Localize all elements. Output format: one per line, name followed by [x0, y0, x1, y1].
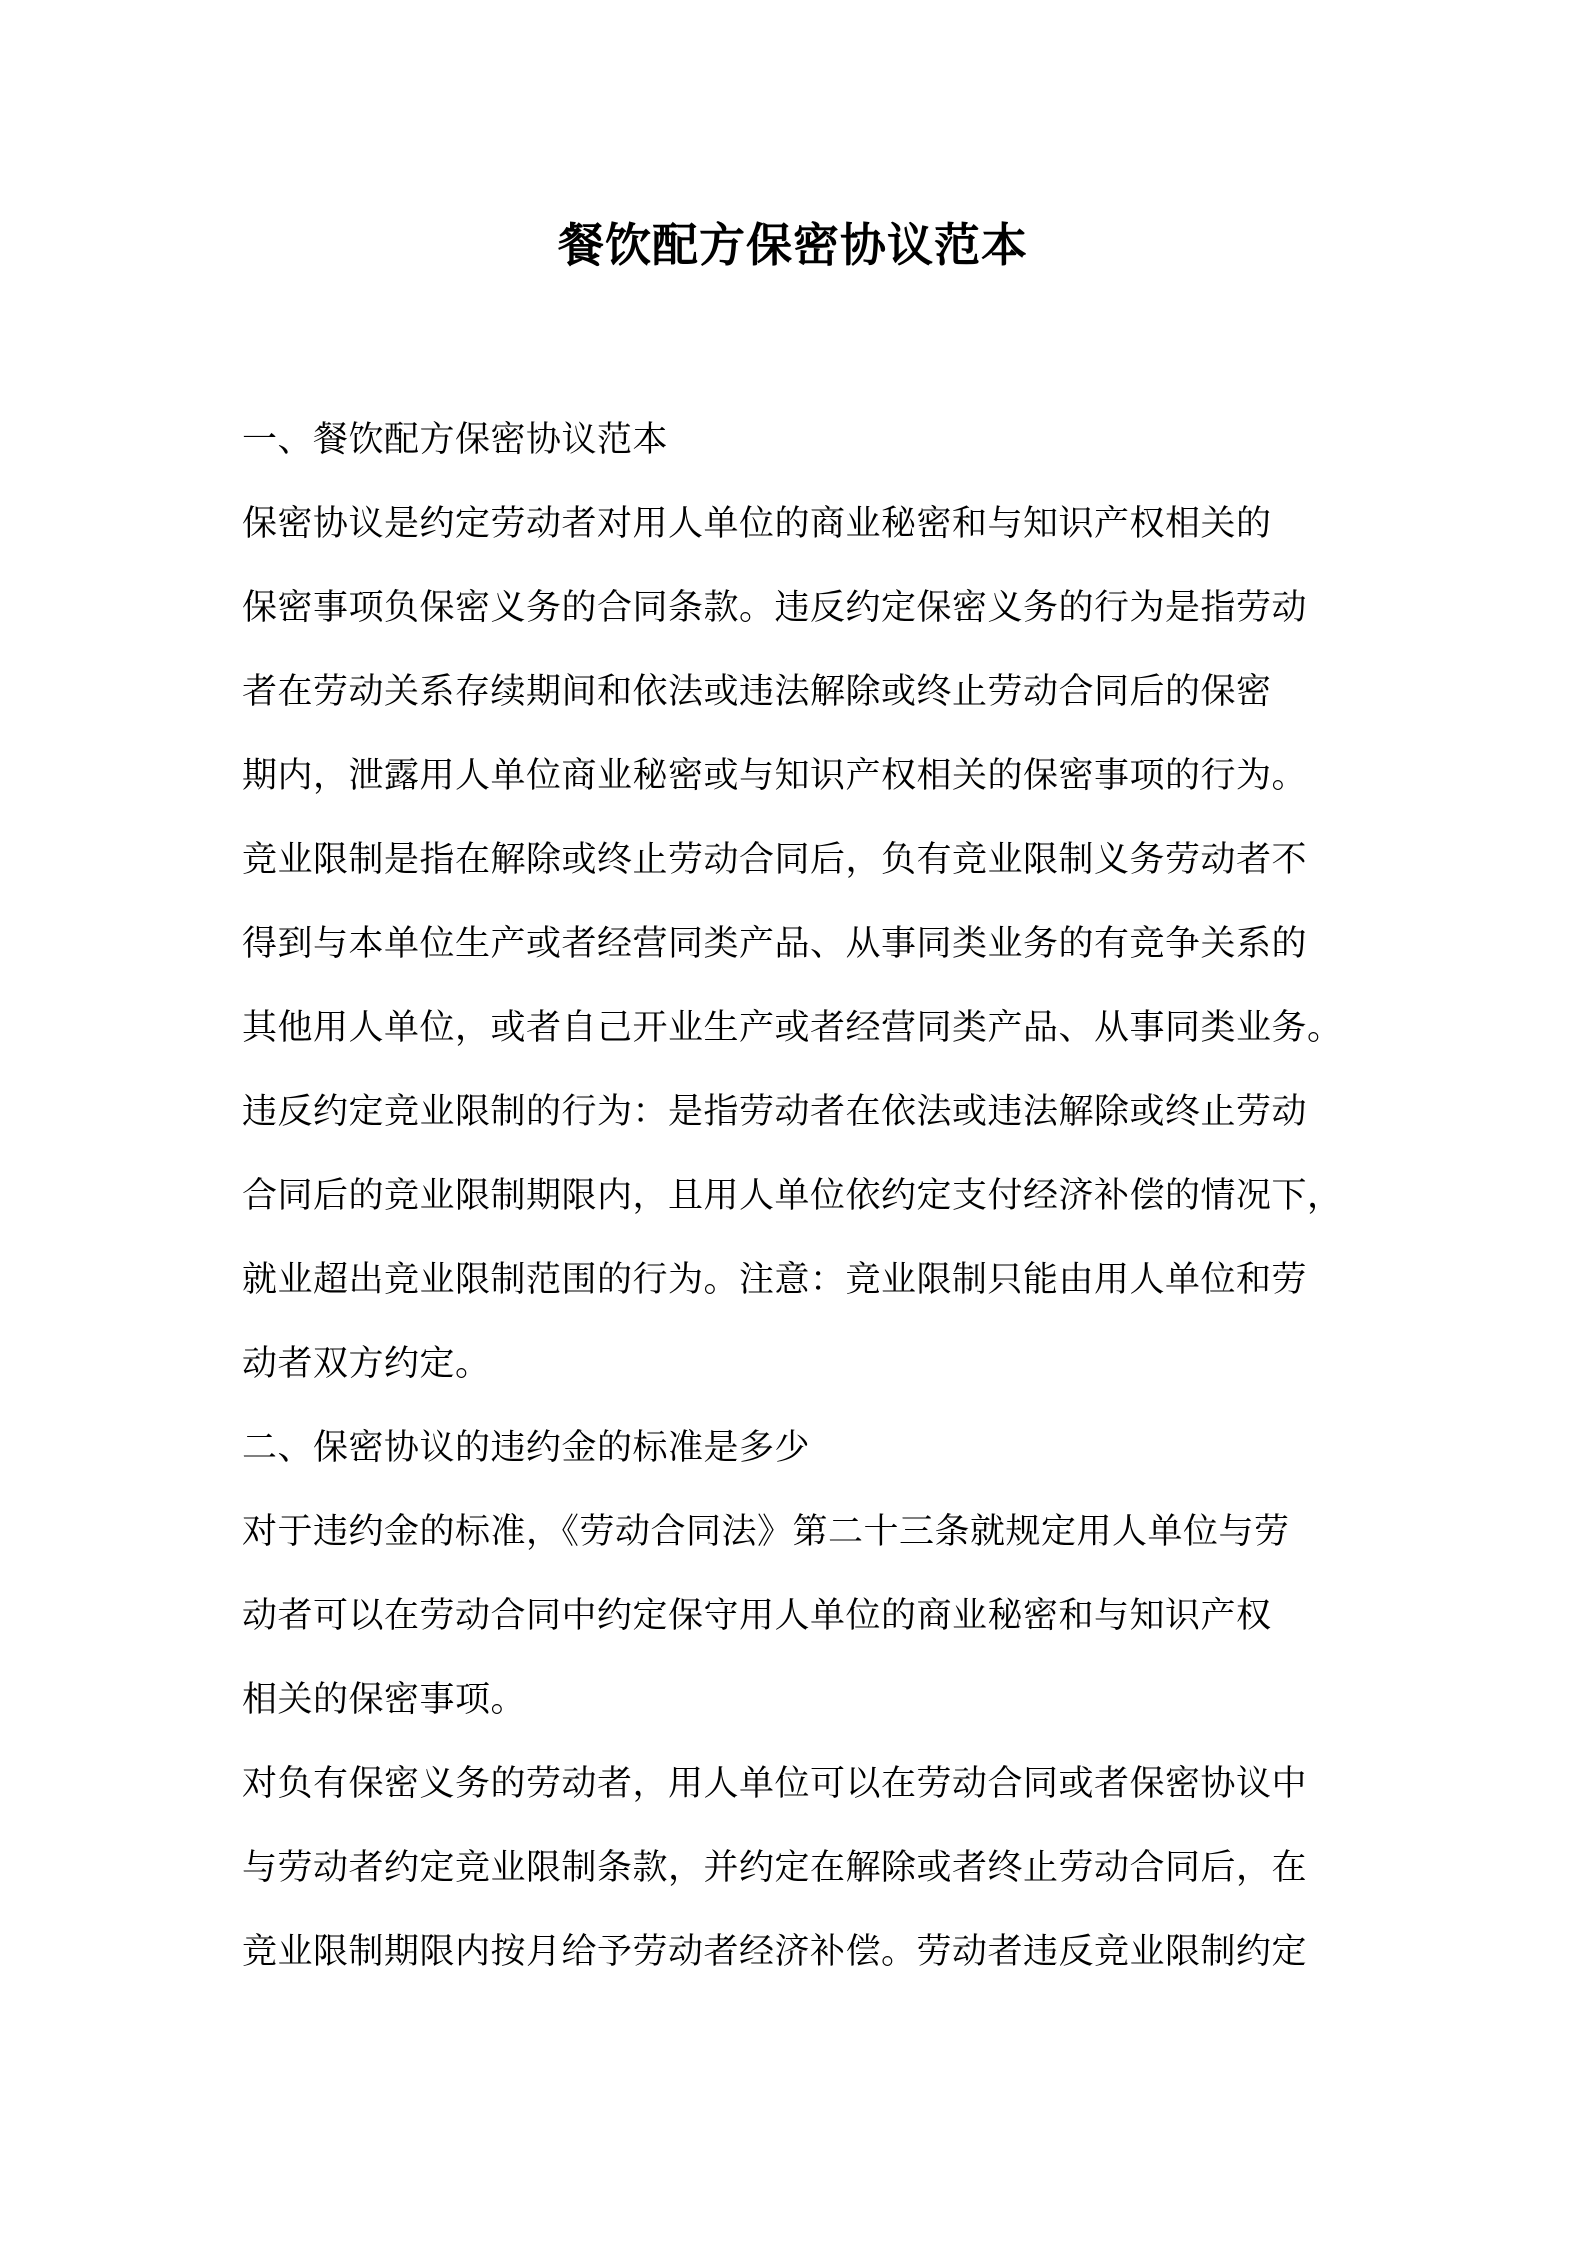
- paragraph-line: 对负有保密义务的劳动者，用人单位可以在劳动合同或者保密协议中: [242, 1764, 1308, 1804]
- paragraph-line: 竞业限制是指在解除或终止劳动合同后，负有竞业限制义务劳动者不: [242, 840, 1308, 880]
- paragraph-line: 与劳动者约定竞业限制条款，并约定在解除或者终止劳动合同后，在: [242, 1848, 1308, 1888]
- paragraph-line: 得到与本单位生产或者经营同类产品、从事同类业务的有竞争关系的: [242, 924, 1308, 964]
- paragraph-line: 期内，泄露用人单位商业秘密或与知识产权相关的保密事项的行为。: [242, 756, 1308, 796]
- paragraph-line: 违反约定竞业限制的行为：是指劳动者在依法或违法解除或终止劳动: [242, 1092, 1308, 1132]
- paragraph-line: 动者可以在劳动合同中约定保守用人单位的商业秘密和与知识产权: [242, 1596, 1272, 1636]
- paragraph-line: 保密协议是约定劳动者对用人单位的商业秘密和与知识产权相关的: [242, 504, 1272, 544]
- paragraph-line: 动者双方约定。: [242, 1344, 491, 1384]
- paragraph-line: 对于违约金的标准，《劳动合同法》第二十三条就规定用人单位与劳: [242, 1512, 1290, 1552]
- paragraph-line: 其他用人单位，或者自己开业生产或者经营同类产品、从事同类业务。: [242, 1008, 1343, 1048]
- paragraph-line: 者在劳动关系存续期间和依法或违法解除或终止劳动合同后的保密: [242, 672, 1272, 712]
- paragraph-line: 合同后的竞业限制期限内，且用人单位依约定支付经济补偿的情况下，: [242, 1176, 1343, 1216]
- section-heading-1: 一、餐饮配方保密协议范本: [242, 420, 669, 460]
- paragraph-line: 保密事项负保密义务的合同条款。违反约定保密义务的行为是指劳动: [242, 588, 1308, 628]
- section-heading-2: 二、保密协议的违约金的标准是多少: [242, 1428, 811, 1468]
- paragraph-line: 就业超出竞业限制范围的行为。注意：竞业限制只能由用人单位和劳: [242, 1260, 1308, 1300]
- paragraph-line: 竞业限制期限内按月给予劳动者经济补偿。劳动者违反竞业限制约定: [242, 1932, 1308, 1972]
- document-title: 餐饮配方保密协议范本: [558, 218, 1028, 272]
- document-body: [242, 398, 1382, 1994]
- paragraph-line: 相关的保密事项。: [242, 1680, 527, 1720]
